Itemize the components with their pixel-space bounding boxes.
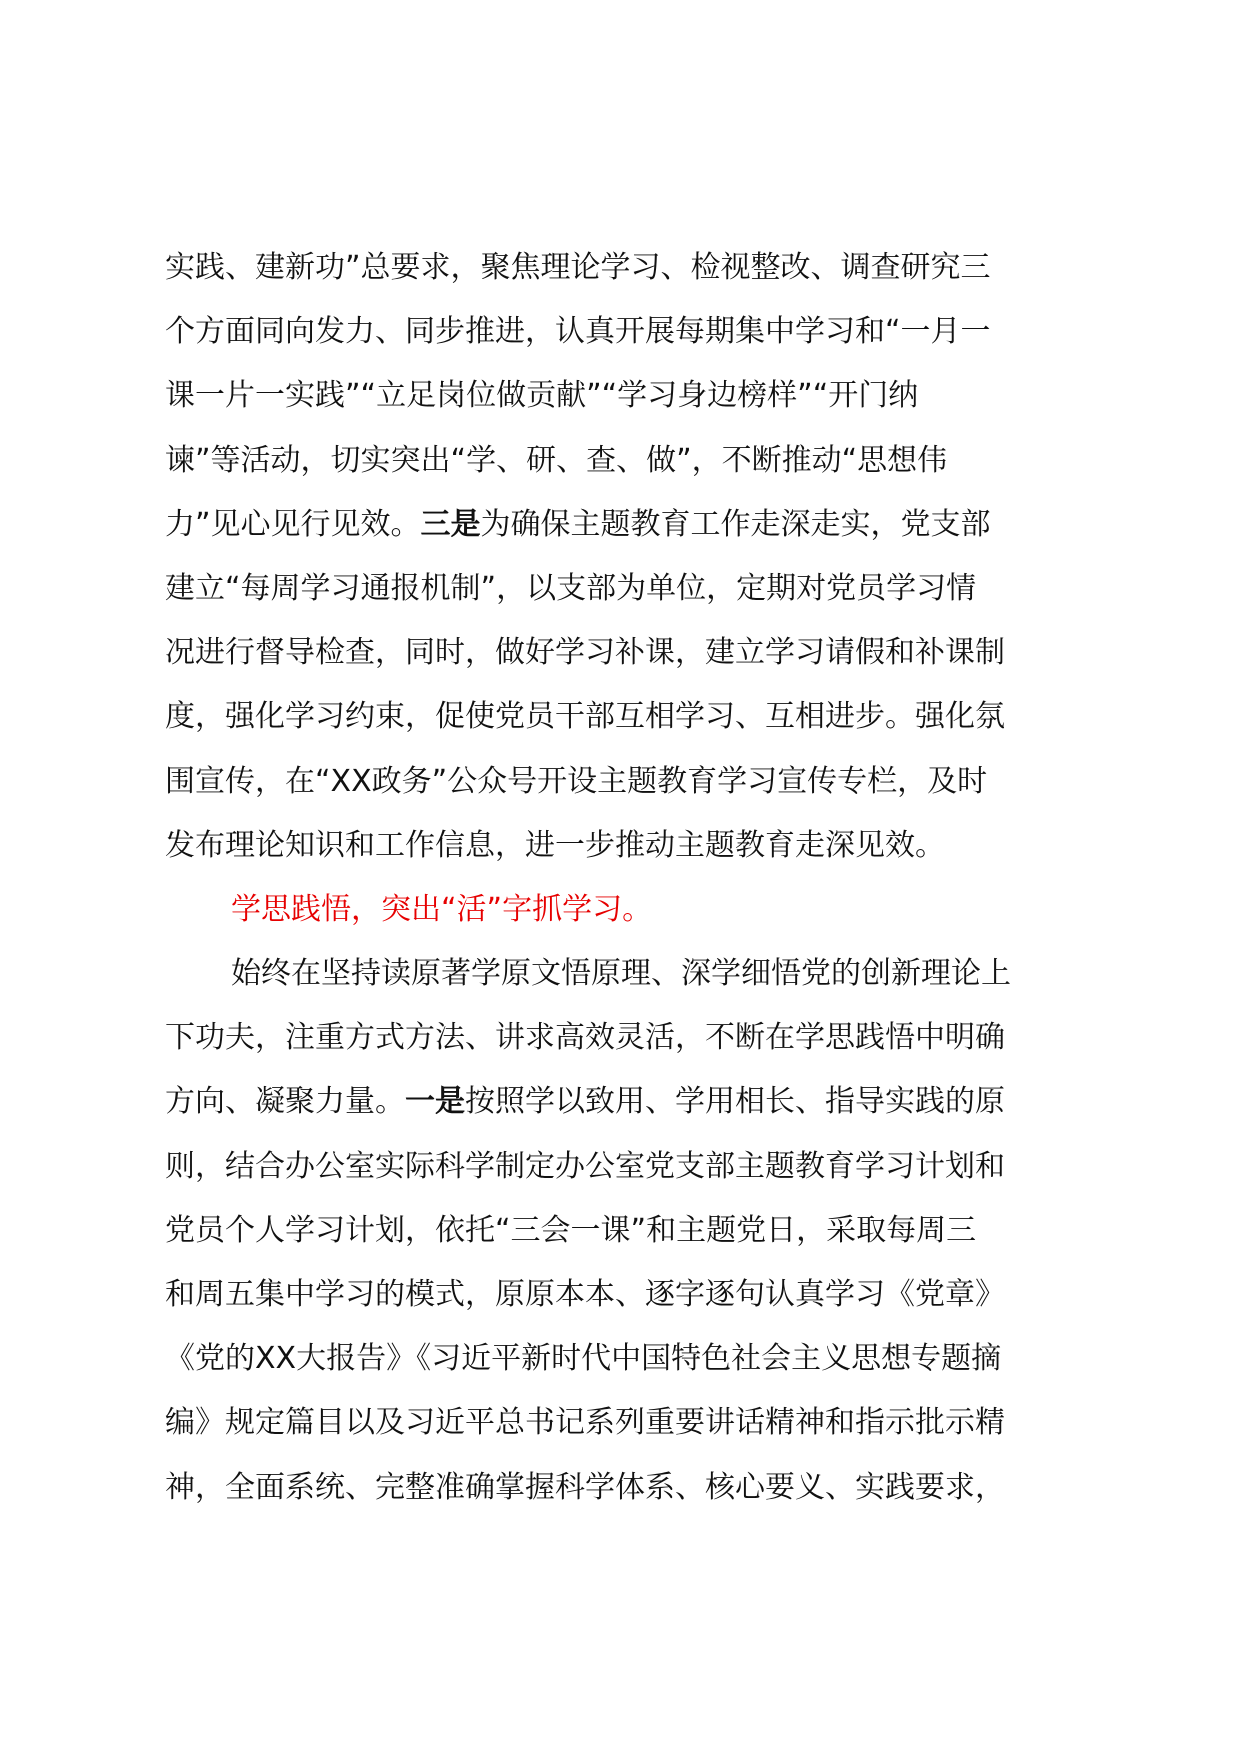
bold-keyword: 一是: [405, 1084, 465, 1120]
text-line: 编》规定篇目以及习近平总书记系列重要讲话精神和指示批示精: [165, 1405, 1005, 1441]
text-line: [165, 493, 1105, 557]
section-heading: 学思践悟，突出“活”字抓学习。: [231, 891, 653, 927]
text-line: 建立“每周学习通报机制”，以支部为单位，定期对党员学习情: [165, 570, 977, 606]
text-line: 发布理论知识和工作信息，进一步推动主题教育走深见效。: [165, 827, 945, 863]
text-line: 神，全面系统、完整准确掌握科学体系、核心要义、实践要求，: [165, 1469, 1005, 1505]
text-segment: 按照学以致用、学用相长、指导实践的原: [465, 1084, 1005, 1120]
text-line: [165, 1070, 1105, 1134]
text-line: 《党的XX大报告》《习近平新时代中国特色社会主义思想专题摘: [165, 1341, 1002, 1377]
text-line: 则，结合办公室实际科学制定办公室党支部主题教育学习计划和: [165, 1148, 1005, 1184]
bold-keyword: 三是: [420, 506, 481, 542]
text-line: 和周五集中学习的模式，原原本本、逐字逐句认真学习《党章》: [165, 1277, 1005, 1312]
text-line: 围宣传，在“XX政务”公众号开设主题教育学习宣传专栏，及时: [165, 763, 988, 799]
paragraph: [165, 942, 1105, 1520]
text-line: 下功夫，注重方式方法、讲求高效灵活，不断在学思践悟中明确: [165, 1020, 1005, 1056]
text-line: 课一片一实践”“立足岗位做贡献”“学习身边榜样”“开门纳: [165, 378, 919, 414]
text-line: 实践、建新功”总要求，聚焦理论学习、检视整改、调查研究三: [165, 250, 991, 285]
text-segment: 力”见心见行见效。: [165, 506, 421, 542]
text-line: 个方面同向发力、同步推进，认真开展每期集中学习和“一月一: [165, 314, 991, 350]
text-line: 党员个人学习计划，依托“三会一课”和主题党日，采取每周三: [165, 1212, 977, 1248]
text-segment: 为确保主题教育工作走深走实，党支部: [480, 506, 991, 542]
text-line: 度，强化学习约束，促使党员干部互相学习、互相进步。强化氛: [165, 699, 1005, 735]
text-line: 况进行督导检查，同时，做好学习补课，建立学习请假和补课制: [165, 635, 1005, 671]
text-line: 谏”等活动，切实突出“学、研、查、做”，不断推动“思想伟: [165, 442, 948, 478]
document-body: [165, 236, 1105, 1520]
text-line: 始终在坚持读原著学原文悟原理、深学细悟党的创新理论上: [231, 956, 1011, 992]
text-segment: 方向、凝聚力量。: [165, 1084, 405, 1120]
paragraph-continued: [165, 236, 1105, 878]
